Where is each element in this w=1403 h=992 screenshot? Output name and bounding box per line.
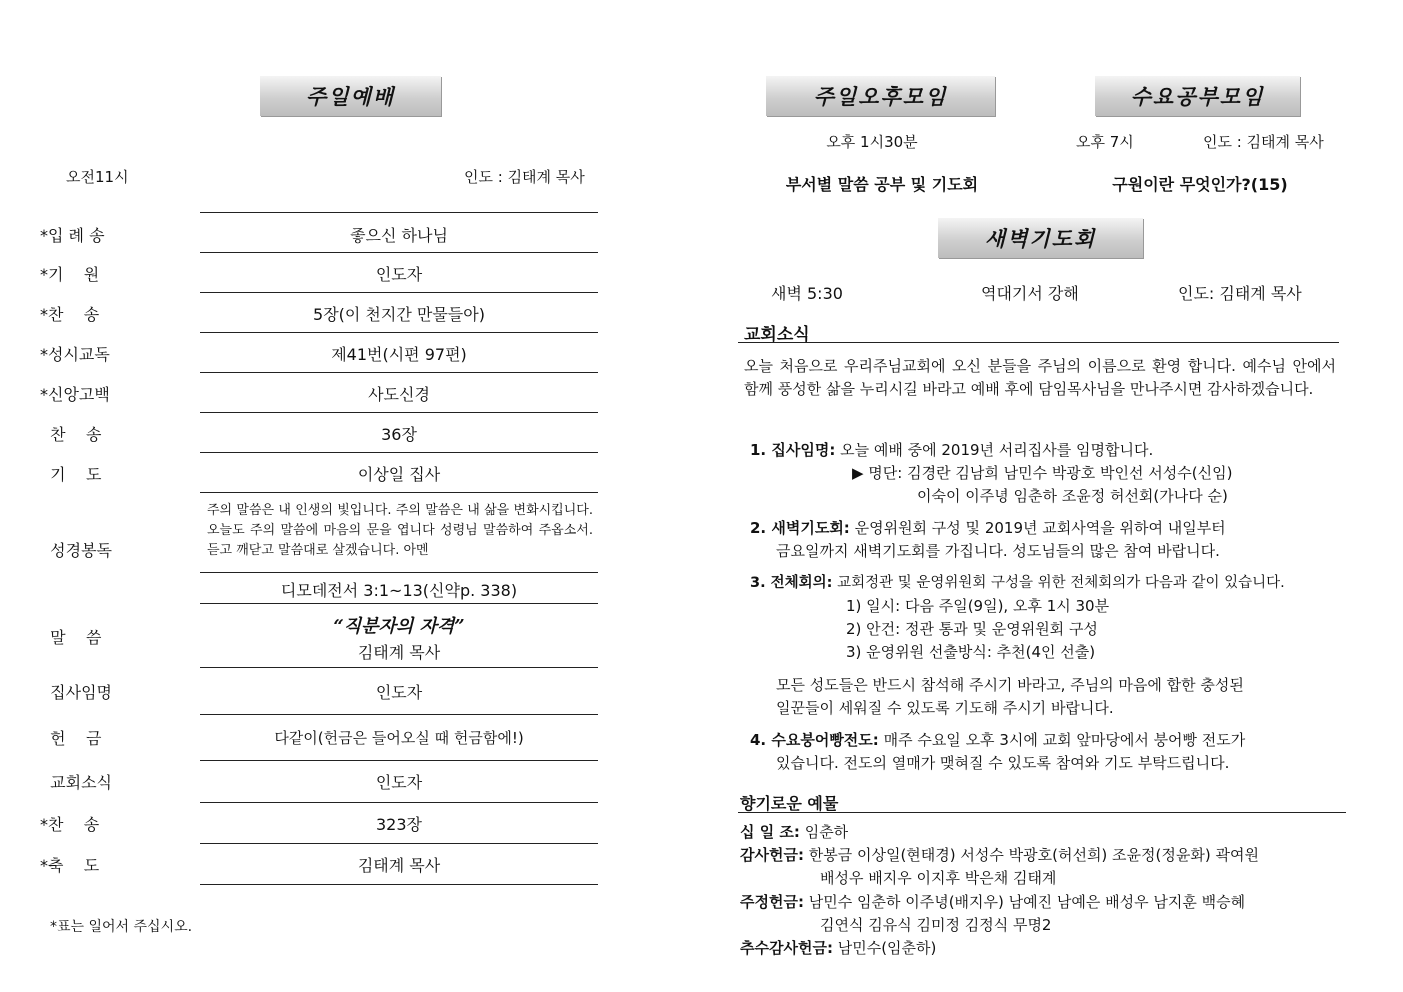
divider	[200, 843, 598, 844]
dawn-leader: 인도: 김태계 목사	[1178, 284, 1302, 303]
meeting-detail: 3) 운영위원 선출방식: 추천(4인 선출)	[846, 643, 1096, 661]
order-value: 5장(이 천지간 만물들아)	[313, 304, 485, 324]
meeting-note-1: 모든 성도들은 반드시 참석해 주시기 바라고, 주님의 마음에 합한 충성된	[776, 676, 1244, 694]
divider	[200, 884, 598, 885]
order-label: *찬 송	[40, 814, 100, 834]
wednesday-leader: 인도 : 김태계 목사	[1203, 133, 1324, 151]
order-value: 인도자	[375, 772, 423, 792]
offering-tithe	[740, 821, 848, 844]
offering-thanks-cont: 배성우 배지우 이지후 박은채 김태계	[820, 869, 1057, 887]
meeting-detail: 2) 안건: 정관 통과 및 운영위원회 구성	[846, 620, 1098, 638]
offering-heading: 향기로운 예물	[740, 794, 839, 813]
news-item-2	[750, 517, 1340, 540]
wednesday-time: 오후 7시	[1076, 133, 1134, 151]
offering-names: 남민수 임춘하 이주녕(배지우) 남예진 남예은 배성우 남지훈 백승혜	[808, 893, 1246, 911]
dawn-time: 새벽 5:30	[771, 284, 843, 303]
news-item-text: 교회정관 및 운영위원회 구성을 위한 전체회의가 다음과 같이 있습니다.	[837, 575, 1285, 591]
order-value: 사도신경	[368, 384, 430, 404]
news-divider	[738, 342, 1339, 343]
offering-weekly-cont: 김연식 김유식 김미정 김정식 무명2	[820, 916, 1052, 934]
order-row	[40, 670, 600, 712]
reading-prayer: 주의 말씀은 내 인생의 빛입니다. 주의 말씀은 내 삶을 변화시킵니다. 오늘도 주의 말씀에 마음의 문을 엽니다 성령님 말씀하여 주옵소서. 듣고 깨닫고 말씀대로 살겠습니다. 아멘	[207, 503, 593, 558]
order-row	[40, 374, 600, 412]
offering-names: 임춘하	[804, 823, 849, 841]
order-label: 찬 송	[40, 424, 102, 444]
news-item-title: 1. 집사임명:	[750, 441, 836, 459]
news-item-text: 운영위원회 구성 및 2019년 교회사역을 위하여 내일부터	[854, 519, 1226, 537]
divider	[200, 760, 598, 761]
news-item-title: 2. 새벽기도회:	[750, 519, 850, 537]
meeting-note-2: 일꾼들이 세워질 수 있도록 기도해 주시기 바랍니다.	[776, 699, 1114, 717]
news-item-1	[750, 439, 1340, 462]
divider	[200, 572, 598, 573]
news-item-text: 오늘 예배 중에 2019년 서리집사를 임명합니다.	[840, 441, 1154, 459]
order-label: *성시교독	[40, 344, 110, 364]
wednesday-topic: 구원이란 무엇인가?(15)	[1112, 175, 1288, 194]
divider	[200, 802, 598, 803]
divider	[200, 292, 598, 293]
order-row	[40, 216, 600, 252]
order-label: 기 도	[40, 464, 102, 484]
sermon-title: “직분자의 자격”	[333, 616, 465, 637]
divider	[200, 667, 598, 668]
divider	[200, 332, 598, 333]
divider	[200, 492, 598, 493]
offering-names: 한봉금 이상일(현태경) 서성수 박광호(허선희) 조윤정(정윤화) 곽여원	[808, 846, 1259, 864]
afternoon-time: 오후 1시30분	[826, 133, 918, 151]
order-row	[40, 804, 600, 842]
order-value: 김태계 목사	[357, 855, 441, 875]
news-intro: 오늘 처음으로 우리주님교회에 오신 분들을 주님의 이름으로 환영 합니다. 예수님 안에서 함께 풍성한 삶을 누리시길 바라고 예배 후에 담임목사님을 만나주시면 감사하겠습니다.	[744, 357, 1336, 398]
meeting-detail: 1) 일시: 다음 주일(9일), 오후 1시 30분	[846, 597, 1110, 615]
order-row	[40, 845, 600, 883]
order-label: 집사임명	[40, 682, 112, 702]
order-row	[40, 454, 600, 492]
news-item-4-cont: 있습니다. 전도의 열매가 맺혀질 수 있도록 참여와 기도 부탁드립니다.	[776, 754, 1230, 772]
afternoon-topic: 부서별 말씀 공부 및 기도회	[785, 175, 979, 194]
sunday-worship-banner: 주일예배	[260, 76, 441, 116]
order-row	[40, 716, 600, 758]
order-value: 인도자	[375, 264, 423, 284]
offering-names: 남민수(임춘하)	[837, 939, 937, 957]
standing-footnote: *표는 일어서 주십시오.	[50, 919, 193, 935]
divider	[200, 714, 598, 715]
order-label: *기 원	[40, 264, 100, 284]
worship-time: 오전11시	[66, 168, 129, 186]
offering-label: 주정헌금:	[740, 893, 804, 911]
order-row	[40, 334, 600, 372]
dawn-prayer-banner: 새벽기도회	[938, 218, 1143, 258]
offering-divider	[738, 812, 1346, 813]
divider	[200, 412, 598, 413]
reading-label: 성경봉독	[40, 541, 112, 560]
wednesday-study-banner: 수요공부모임	[1095, 76, 1300, 116]
order-label: *축 도	[40, 855, 100, 875]
afternoon-meeting-banner: 주일오후모임	[766, 76, 995, 116]
order-row	[40, 762, 600, 800]
order-label: 교회소식	[40, 772, 112, 792]
appointee-list-2: 이숙이 이주녕 임춘하 조윤정 허선회(가나다 순)	[917, 487, 1228, 505]
sermon-preacher: 김태계 목사	[357, 643, 441, 662]
news-item-title: 3. 전체회의:	[750, 575, 833, 591]
divider	[200, 252, 598, 253]
appointee-list-1: ▶ 명단: 김경란 김남희 남민수 박광호 박인선 서성수(신임)	[852, 464, 1233, 482]
order-label: *입 례 송	[40, 225, 105, 245]
order-label: *신앙고백	[40, 384, 110, 404]
news-item-2-cont: 금요일까지 새벽기도회를 가집니다. 성도님들의 많은 참여 바랍니다.	[776, 542, 1220, 560]
order-label: 헌 금	[40, 728, 102, 748]
divider	[200, 212, 598, 213]
news-heading: 교회소식	[744, 325, 810, 345]
order-row	[40, 254, 600, 292]
divider	[200, 452, 598, 453]
news-item-text: 매주 수요일 오후 3시에 교회 앞마당에서 붕어빵 전도가	[883, 731, 1246, 749]
order-value: 다같이(헌금은 들어오실 때 헌금함에!)	[274, 728, 524, 747]
reading-passage: 디모데전서 3:1~13(신약p. 338)	[280, 581, 518, 600]
order-row	[40, 414, 600, 452]
order-value: 제41번(시편 97편)	[331, 344, 467, 364]
offering-label: 추수감사헌금:	[740, 939, 833, 957]
worship-leader: 인도 : 김태계 목사	[464, 168, 585, 186]
dawn-topic: 역대기서 강해	[981, 284, 1079, 303]
offering-label: 감사헌금:	[740, 846, 804, 864]
sermon-label: 말 씀	[40, 628, 102, 647]
order-value: 좋으신 하나님	[350, 225, 448, 245]
order-value: 36장	[381, 424, 417, 444]
offering-label: 십 일 조:	[740, 823, 800, 841]
order-value: 인도자	[375, 682, 423, 702]
order-row	[40, 294, 600, 332]
offering-thanks	[740, 844, 1259, 867]
divider	[200, 603, 598, 604]
offering-harvest	[740, 937, 936, 960]
order-value: 이상일 집사	[357, 464, 441, 484]
order-value: 323장	[376, 814, 422, 834]
order-label: *찬 송	[40, 304, 100, 324]
offering-weekly	[740, 891, 1245, 914]
news-item-4	[750, 729, 1350, 752]
divider	[200, 372, 598, 373]
news-item-title: 4. 수요붕어빵전도:	[750, 731, 879, 749]
news-item-3	[750, 572, 1350, 595]
